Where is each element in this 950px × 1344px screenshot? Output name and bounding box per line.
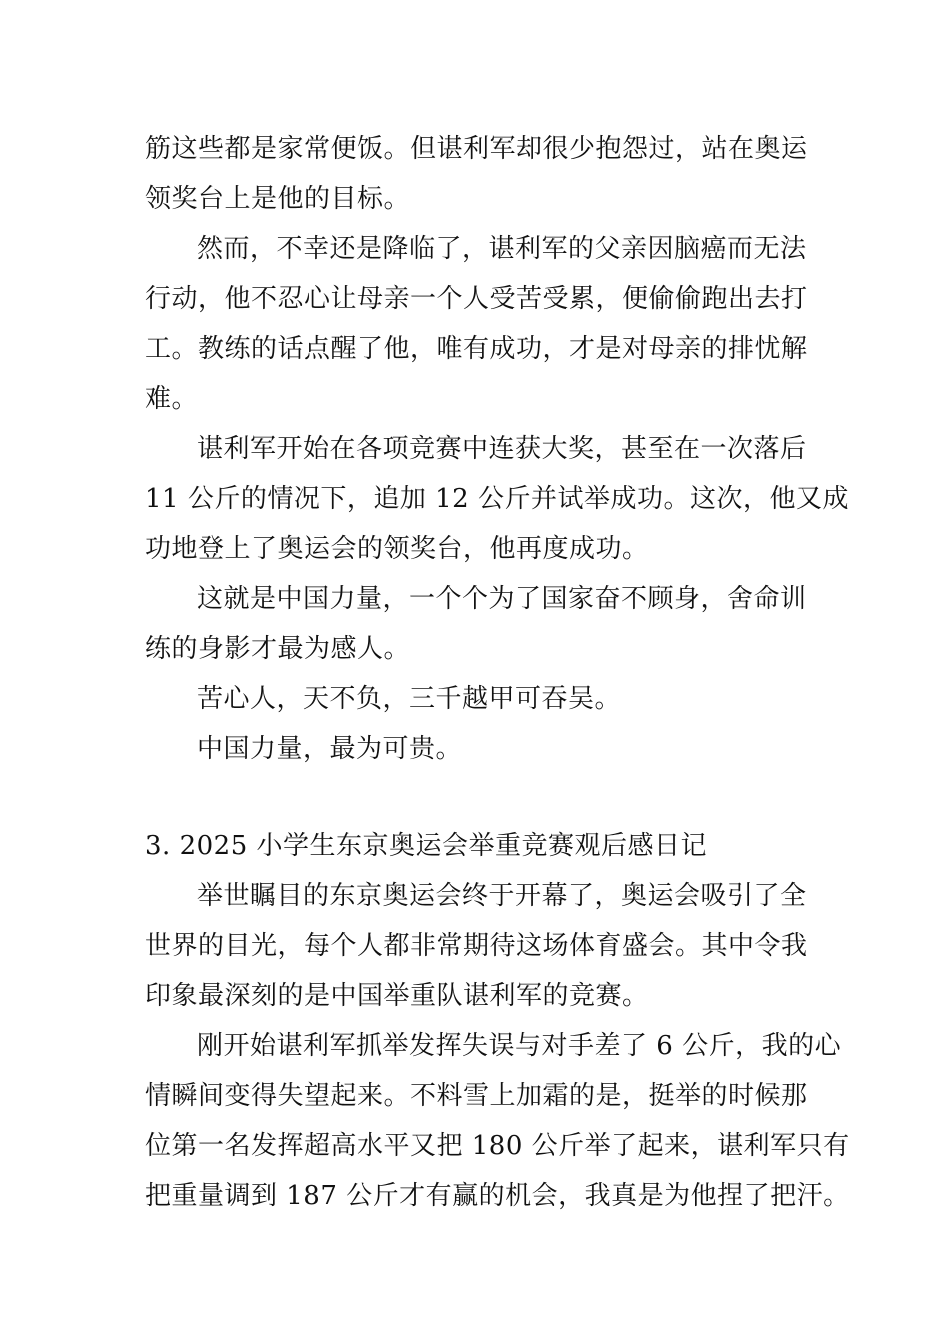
paragraph-first-line: 刚开始谌利军抓举发挥失误与对手差了 6 公斤，我的心 <box>197 1031 842 1061</box>
text-line: 行动，他不忍心让母亲一个人受苦受累，便偷偷跑出去打 <box>145 284 808 314</box>
text-line: 功地登上了奥运会的领奖台，他再度成功。 <box>145 534 649 564</box>
paragraph-first-line: 苦心人，天不负，三千越甲可吞吴。 <box>197 684 622 714</box>
paragraph-first-line: 中国力量，最为可贵。 <box>197 734 463 764</box>
text-line: 印象最深刻的是中国举重队谌利军的竞赛。 <box>145 981 649 1011</box>
text-line: 领奖台上是他的目标。 <box>145 184 411 214</box>
paragraph-first-line: 谌利军开始在各项竞赛中连获大奖，甚至在一次落后 <box>197 434 807 464</box>
text-line: 位第一名发挥超高水平又把 180 公斤举了起来，谌利军只有 <box>145 1131 850 1161</box>
paragraph-first-line: 举世瞩目的东京奥运会终于开幕了，奥运会吸引了全 <box>197 881 807 911</box>
text-line: 情瞬间变得失望起来。不料雪上加霜的是，挺举的时候那 <box>145 1081 808 1111</box>
section-heading: 3. 2025 小学生东京奥运会举重竞赛观后感日记 <box>145 831 708 861</box>
text-line: 世界的目光，每个人都非常期待这场体育盛会。其中令我 <box>145 931 808 961</box>
paragraph-first-line: 这就是中国力量，一个个为了国家奋不顾身，舍命训 <box>197 584 807 614</box>
text-line: 工。教练的话点醒了他，唯有成功，才是对母亲的排忧解 <box>145 334 808 364</box>
text-line: 练的身影才最为感人。 <box>145 634 411 664</box>
text-line: 把重量调到 187 公斤才有赢的机会，我真是为他捏了把汗。 <box>145 1181 850 1211</box>
text-line: 难。 <box>145 384 199 414</box>
text-line: 11 公斤的情况下，追加 12 公斤并试举成功。这次，他又成 <box>145 484 849 514</box>
text-line: 筋这些都是家常便饭。但谌利军却很少抱怨过，站在奥运 <box>145 134 808 164</box>
paragraph-first-line: 然而，不幸还是降临了，谌利军的父亲因脑癌而无法 <box>197 234 807 264</box>
